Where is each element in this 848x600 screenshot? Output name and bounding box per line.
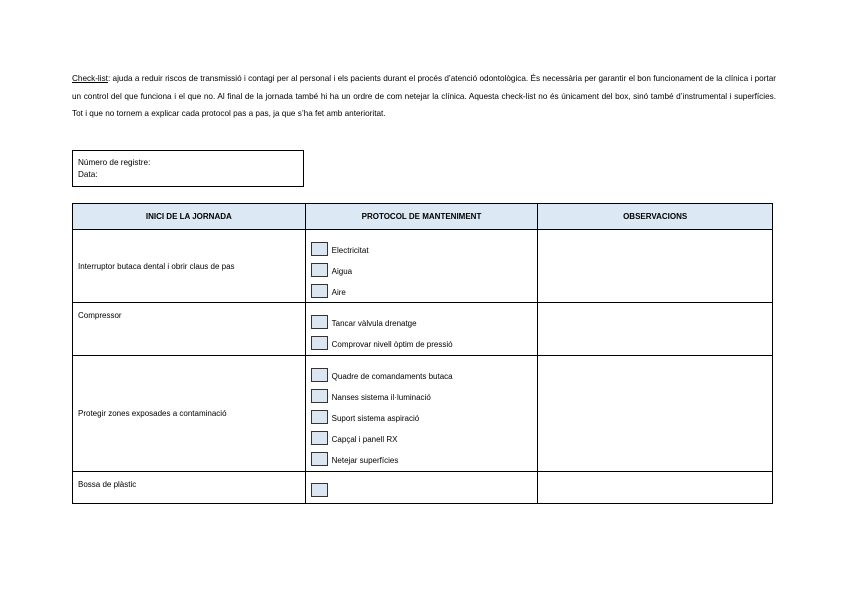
checkbox[interactable] bbox=[311, 410, 328, 424]
intro-text: : ajuda a reduir riscos de transmissió i contagi per al personal i els pacients durant el procés d’atenció odontològica. És necessària per garantir el bon funcionament de la clínica i portar un control del que funciona i el que no. Al final de la jornada també hi ha un ordre de com netejar la clínica. Aquesta check-list no és únicament del box, sinó també d’instrumental i superfícies. Tot i que no tornem a explicar cada protocol pas a pas, ja que s’ha fet amb anterioritat. bbox=[72, 74, 776, 118]
checkbox[interactable] bbox=[311, 389, 328, 403]
checkbox[interactable] bbox=[311, 242, 328, 256]
options-cell bbox=[305, 303, 538, 356]
checklist-term: Check-list bbox=[72, 74, 108, 83]
option-item bbox=[311, 277, 538, 298]
checkbox[interactable] bbox=[311, 315, 328, 329]
option-item bbox=[311, 361, 538, 382]
register-number-label: Número de registre: bbox=[78, 158, 151, 167]
header-protocol-manteniment: PROTOCOL DE MANTENIMENT bbox=[305, 204, 538, 230]
options-cell bbox=[305, 230, 538, 303]
checkbox[interactable] bbox=[311, 263, 328, 277]
observations-cell[interactable] bbox=[538, 230, 773, 303]
task-cell: Compressor bbox=[73, 303, 306, 356]
table-row bbox=[73, 472, 773, 504]
option-label: Electricitat bbox=[331, 245, 369, 255]
option-item bbox=[311, 445, 538, 466]
task-cell: Interruptor butaca dental i obrir claus de pas bbox=[73, 230, 306, 303]
option-label: Quadre de comandaments butaca bbox=[331, 372, 453, 381]
option-item bbox=[311, 382, 538, 403]
intro-paragraph bbox=[72, 70, 776, 123]
checkbox[interactable] bbox=[311, 452, 328, 466]
option-label: Suport sistema aspiració bbox=[331, 414, 420, 423]
option-label: Netejar superfícies bbox=[331, 456, 399, 465]
option-label: Aigua bbox=[331, 266, 353, 276]
table-row bbox=[73, 230, 773, 303]
checklist-table bbox=[72, 203, 773, 504]
option-item bbox=[311, 308, 538, 329]
option-label: Comprovar nivell òptim de pressió bbox=[331, 340, 453, 349]
observations-cell[interactable] bbox=[538, 303, 773, 356]
option-label: Capçal i panell RX bbox=[331, 435, 398, 444]
table-header-row bbox=[73, 204, 773, 230]
task-cell: Bossa de plàstic bbox=[73, 472, 306, 504]
table-row bbox=[73, 303, 773, 356]
header-inici-jornada: INICI DE LA JORNADA bbox=[73, 204, 306, 230]
observations-cell[interactable] bbox=[538, 356, 773, 472]
options-cell bbox=[305, 472, 538, 504]
table-row bbox=[73, 356, 773, 472]
checkbox[interactable] bbox=[311, 483, 328, 497]
register-date-label: Data: bbox=[78, 170, 98, 179]
option-label: Tancar vàlvula drenatge bbox=[331, 319, 417, 328]
checkbox[interactable] bbox=[311, 368, 328, 382]
option-item bbox=[311, 329, 538, 350]
option-item bbox=[311, 403, 538, 424]
observations-cell[interactable] bbox=[538, 472, 773, 504]
header-observacions: OBSERVACIONS bbox=[538, 204, 773, 230]
options-cell bbox=[305, 356, 538, 472]
checkbox[interactable] bbox=[311, 431, 328, 445]
option-item bbox=[311, 479, 538, 497]
option-label: Nanses sistema il·luminació bbox=[331, 393, 431, 402]
option-label: Aire bbox=[331, 287, 346, 297]
checkbox[interactable] bbox=[311, 284, 328, 298]
option-item bbox=[311, 256, 538, 277]
option-item bbox=[311, 235, 538, 256]
option-item bbox=[311, 424, 538, 445]
register-box bbox=[72, 150, 304, 187]
checkbox[interactable] bbox=[311, 336, 328, 350]
task-cell: Protegir zones exposades a contaminació bbox=[73, 356, 306, 472]
